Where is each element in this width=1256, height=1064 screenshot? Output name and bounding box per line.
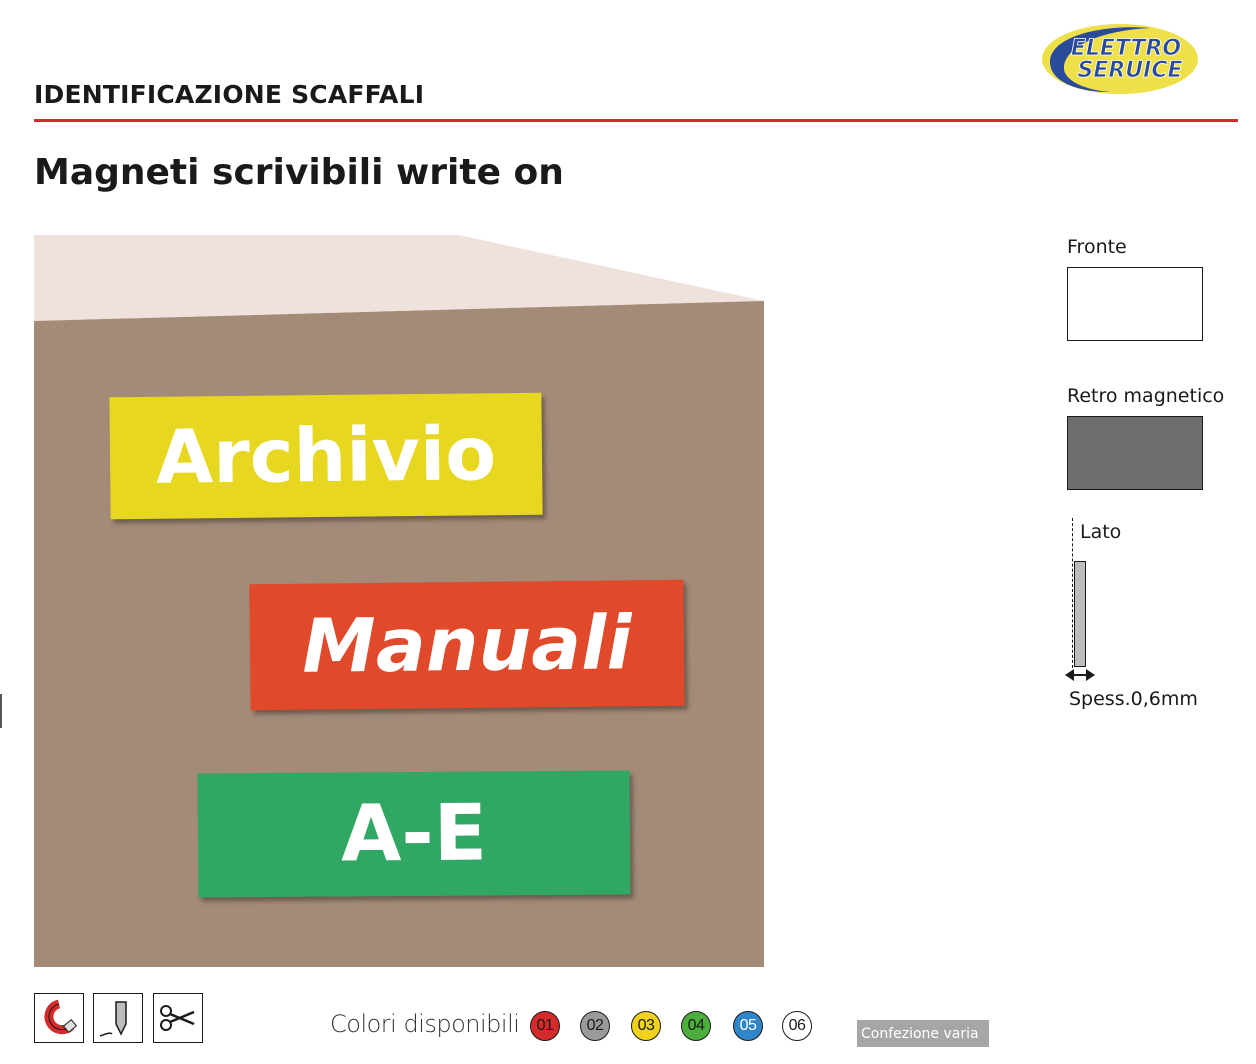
- section-title: IDENTIFICAZIONE SCAFFALI: [34, 80, 425, 109]
- magnet-icon: [34, 993, 84, 1043]
- header-divider: [34, 119, 1238, 122]
- label-manuali: Manuali: [249, 580, 684, 711]
- thickness-arrows-icon: [1063, 666, 1097, 684]
- back-swatch: [1067, 416, 1203, 490]
- color-swatch-06: 06: [782, 1011, 812, 1041]
- back-label: Retro magnetico: [1067, 385, 1225, 407]
- label-archivio: Archivio: [109, 393, 542, 520]
- thickness-label: Spess.0,6mm: [1069, 688, 1198, 710]
- color-swatch-02: 02: [580, 1011, 610, 1041]
- marker-pen-icon: [93, 993, 143, 1043]
- color-swatch-03: 03: [631, 1011, 661, 1041]
- scissors-icon: [153, 993, 203, 1043]
- logo-line1: ELETTRO: [1070, 36, 1182, 61]
- color-swatch-05: 05: [733, 1011, 763, 1041]
- side-dashed-line: [1072, 518, 1073, 668]
- color-swatch-04: 04: [681, 1011, 711, 1041]
- product-title: Magneti scrivibili write on: [34, 152, 564, 193]
- label-a-e: A-E: [198, 770, 631, 897]
- side-label: Lato: [1080, 521, 1122, 543]
- side-profile-bar: [1074, 561, 1086, 667]
- colors-label: Colori disponibili: [330, 1010, 520, 1038]
- elettro-service-logo: [1040, 22, 1200, 96]
- color-swatch-01: 01: [530, 1011, 560, 1041]
- margin-mark: [0, 694, 2, 728]
- front-swatch: [1067, 267, 1203, 341]
- package-badge: Confezione varia: [857, 1020, 989, 1047]
- logo-line2: SERUICE: [1077, 58, 1183, 83]
- front-label: Fronte: [1067, 236, 1127, 258]
